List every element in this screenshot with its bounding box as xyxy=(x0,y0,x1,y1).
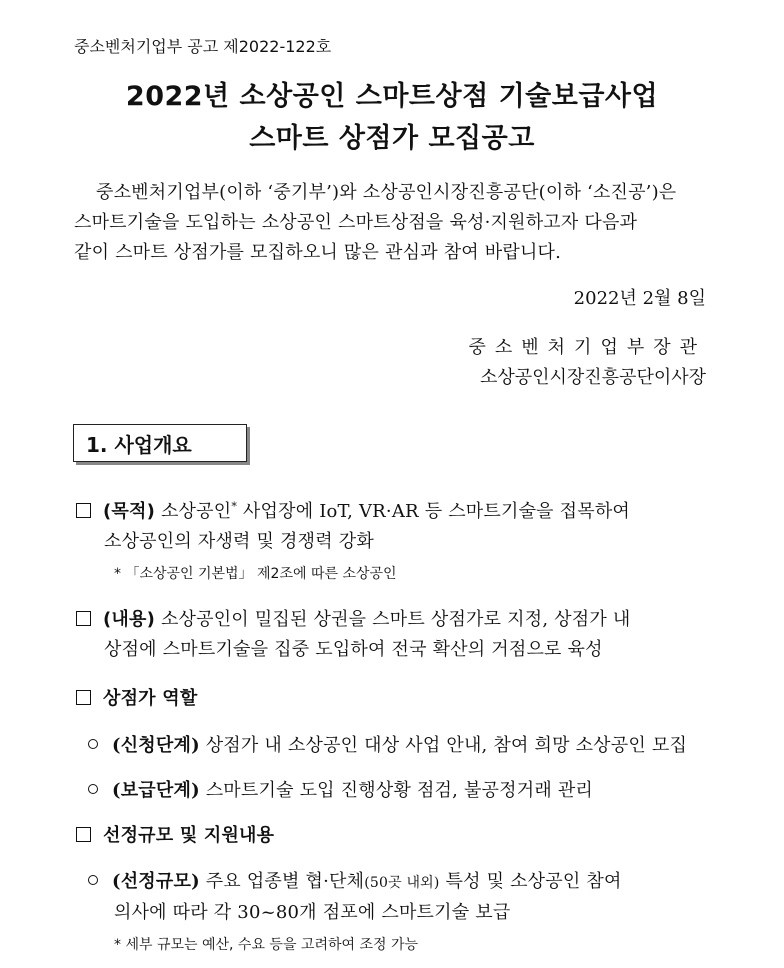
checkbox-icon xyxy=(76,690,91,705)
bullet-circle-icon xyxy=(88,784,98,794)
role-item-deploy-label: (보급단계) xyxy=(112,780,200,801)
purpose-text-a: 소상공인 xyxy=(160,501,232,522)
role-item-deploy-text: 스마트기술 도입 진행상황 점검, 불공정거래 관리 xyxy=(199,780,594,801)
scale-heading xyxy=(76,821,274,847)
role-heading xyxy=(76,684,197,710)
content-label: (내용) xyxy=(103,609,156,630)
notice-date: 2022년 2월 8일 xyxy=(573,288,706,309)
role-heading-text: 상점가 역할 xyxy=(103,688,198,709)
intro-line-3: 같이 스마트 상점가를 모집하오니 많은 관심과 참여 바랍니다. xyxy=(74,242,562,263)
purpose-text-b: 사업장에 IoT, VR·AR 등 스마트기술을 접목하여 xyxy=(237,501,631,522)
scale-item-size-text-b: 특성 및 소상공인 참여 xyxy=(439,871,622,892)
role-item-apply-label: (신청단계) xyxy=(112,735,200,756)
bullet-circle-icon xyxy=(88,875,98,885)
scale-heading-text: 선정규모 및 지원내용 xyxy=(103,825,275,846)
signatory-president: 소상공인시장진흥공단이사장 xyxy=(479,367,706,388)
role-item-apply xyxy=(88,731,687,757)
scale-item-size-label: (선정규모) xyxy=(112,871,200,892)
role-item-deploy xyxy=(88,776,593,802)
page-title: 2022년 소상공인 스마트상점 기술보급사업 xyxy=(125,81,659,112)
role-item-apply-text: 상점가 내 소상공인 대상 사업 안내, 참여 희망 소상공인 모집 xyxy=(199,735,688,756)
checkbox-icon xyxy=(76,827,91,842)
page-subtitle: 스마트 상점가 모집공고 xyxy=(249,123,535,154)
content-item xyxy=(76,605,630,631)
content-line-2: 상점에 스마트기술을 집중 도입하여 전국 확산의 거점으로 육성 xyxy=(104,639,603,660)
scale-item-size-text-a: 주요 업종별 협·단체 xyxy=(199,871,365,892)
purpose-footnote: * 「소상공인 기본법」 제2조에 따른 소상공인 xyxy=(114,566,397,582)
purpose-item xyxy=(76,497,630,523)
scale-item-size-line-2: 의사에 따라 각 30~80개 점포에 스마트기술 보급 xyxy=(114,902,511,923)
purpose-line-2: 소상공인의 자생력 및 경쟁력 강화 xyxy=(104,531,374,552)
scale-item-size-small: (50곳 내외) xyxy=(364,875,440,891)
bullet-circle-icon xyxy=(88,739,98,749)
section-heading-overview xyxy=(73,424,247,462)
checkbox-icon xyxy=(76,611,91,626)
purpose-label: (목적) xyxy=(103,501,156,522)
notice-number: 중소벤처기업부 공고 제2022-122호 xyxy=(74,37,332,56)
checkbox-icon xyxy=(76,503,91,518)
section-heading-text: 1. 사업개요 xyxy=(86,432,192,457)
intro-line-2: 스마트기술을 도입하는 소상공인 스마트상점을 육성·지원하고자 다음과 xyxy=(74,212,638,233)
scale-item-size xyxy=(88,867,622,893)
footnote-marker: * xyxy=(231,500,238,513)
scale-footnote: * 세부 규모는 예산, 수요 등을 고려하여 조정 가능 xyxy=(114,937,419,953)
intro-line-1: 중소벤처기업부(이하 ‘중기부’)와 소상공인시장진흥공단(이하 ‘소진공’)은 xyxy=(96,182,677,203)
signatory-minister: 중소벤처기업부장관 xyxy=(468,337,706,358)
content-text-1: 소상공인이 밀집된 상권을 스마트 상점가로 지정, 상점가 내 xyxy=(155,609,631,630)
